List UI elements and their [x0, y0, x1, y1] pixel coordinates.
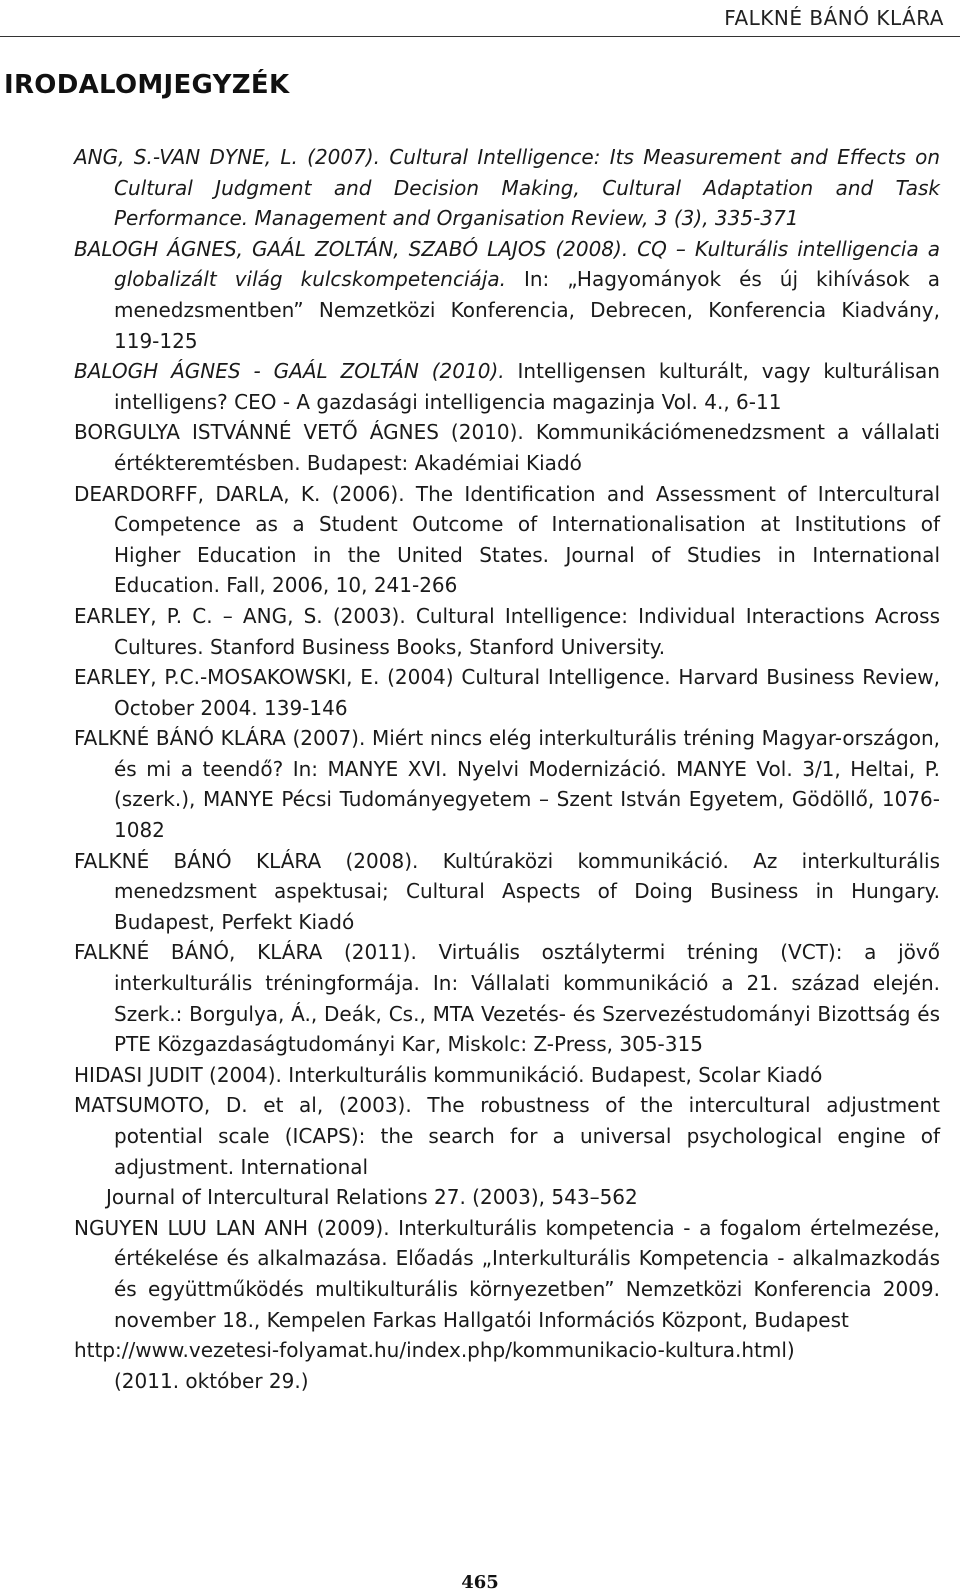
reference-authors: DEARDORFF, DARLA, K. (2006).	[74, 481, 405, 506]
reference-item	[74, 1213, 940, 1335]
reference-authors: FALKNÉ BÁNÓ KLÁRA (2008).	[74, 848, 419, 873]
reference-list	[74, 142, 940, 1396]
reference-item	[74, 723, 940, 845]
header-rule	[0, 36, 960, 37]
reference-item	[74, 479, 940, 601]
reference-title: Cultural Intelligence: Its Measurement and Effects on Cultural Judgment and Decision Making, Cultural Adaptation and Task Performance. Management and Organisation Review, 3 (3), 335-371	[114, 145, 940, 231]
reference-title: Cultural Intelligence: Individual Interactions Across Cultures. Stanford Business Books, Stanford University.	[114, 603, 941, 659]
reference-title: CQ – Kulturális intelligencia a globalizált világ kulcskompetenciája.	[114, 236, 940, 292]
reference-access-date: (2011. október 29.)	[114, 1368, 309, 1393]
reference-item	[74, 1090, 940, 1182]
reference-item	[74, 662, 940, 723]
section-title: IRODALOMJEGYZÉK	[4, 70, 290, 100]
reference-url-item	[74, 1335, 940, 1396]
reference-authors: EARLEY, P. C. – ANG, S. (2003).	[74, 603, 406, 628]
reference-item	[74, 142, 940, 234]
reference-title: Intelligensen kulturált, vagy kulturálisan intelligens? CEO - A gazdasági intelligencia magazinja Vol. 4., 6-11	[114, 359, 940, 414]
reference-authors: BALOGH ÁGNES, GAÁL ZOLTÁN, SZABÓ LAJOS (2008).	[74, 236, 629, 261]
page-number: 465	[461, 1572, 499, 1593]
reference-title: Virtuális osztálytermi tréning (VCT): a jövő interkulturális tréningformája. In: Vállalati kommunikáció a 21. század elején. Szerk.: Borgulya, Á., Deák, Cs., MTA Vezetés- és Szervezéstudományi Bizottság és PTE Közgazdaságtudományi Kar, Miskolc: Z-Press, 305-315	[114, 940, 940, 1057]
reference-authors: MATSUMOTO, D. et al, (2003).	[74, 1093, 412, 1118]
reference-item	[74, 846, 940, 938]
reference-item	[74, 356, 940, 417]
running-head: FALKNÉ BÁNÓ KLÁRA	[724, 6, 944, 30]
reference-item	[74, 601, 940, 662]
reference-item	[74, 937, 940, 1059]
reference-authors: HIDASI JUDIT (2004).	[74, 1062, 282, 1087]
reference-title: The Identification and Assessment of Intercultural Competence as a Student Outcome of Internationalisation at Institutions of Higher Education in the United States. Journal of Studies in International Education. Fall, 2006, 10, 241-266	[114, 481, 940, 598]
reference-title: The robustness of the intercultural adjustment potential scale (ICAPS): the search for a universal psychological engine of adjustment. International	[114, 1093, 941, 1179]
reference-authors: FALKNÉ BÁNÓ KLÁRA (2007).	[74, 726, 366, 751]
reference-authors: ANG, S.-VAN DYNE, L. (2007).	[74, 145, 381, 169]
reference-authors: NGUYEN LUU LAN ANH (2009).	[74, 1215, 390, 1240]
reference-title: Kommunikációmenedzsment a vállalati értékteremtésben. Budapest: Akadémiai Kiadó	[114, 420, 940, 475]
reference-title: Kultúraközi kommunikáció. Az interkulturális menedzsment aspektusai; Cultural Aspects of Doing Business in Hungary. Budapest, Perfekt Kiadó	[114, 848, 940, 934]
reference-url: http://www.vezetesi-folyamat.hu/index.php/kommunikacio-kultura.html)	[74, 1338, 795, 1363]
reference-authors: BORGULYA ISTVÁNNÉ VETŐ ÁGNES (2010).	[74, 420, 524, 445]
reference-authors: EARLEY, P.C.-MOSAKOWSKI, E. (2004)	[74, 665, 454, 690]
reference-source: In: „Hagyományok és új kihívások a menedzsmentben” Nemzetközi Konferencia, Debrecen, Konferencia Kiadvány, 119-125	[114, 267, 940, 353]
reference-title: Miért nincs elég interkulturális tréning Magyar-országon, és mi a teendő? In: MANYE XVI. Nyelvi Modernizáció. MANYE Vol. 3/1, Heltai, P. (szerk.), MANYE Pécsi Tudományegyetem – Szent István Egyetem, Gödöllő, 1076-1082	[114, 726, 940, 843]
reference-continuation: Journal of Intercultural Relations 27. (2003), 543–562	[106, 1185, 638, 1210]
reference-item	[74, 1060, 940, 1091]
reference-title: Interkulturális kompetencia - a fogalom értelmezése, értékelése és alkalmazása. Előadás „Interkulturális Kompetencia - alkalmazkodás és együttműködés multikulturális környezetben” Nemzetközi Konferencia 2009. november 18., Kempelen Farkas Hallgatói Információs Központ, Budapest	[114, 1215, 940, 1332]
reference-item	[74, 234, 940, 356]
reference-authors: FALKNÉ BÁNÓ, KLÁRA (2011).	[74, 940, 417, 965]
reference-item	[74, 417, 940, 478]
reference-title: Cultural Intelligence. Harvard Business Review, October 2004. 139-146	[114, 665, 940, 720]
reference-authors: BALOGH ÁGNES - GAÁL ZOLTÁN (2010).	[74, 359, 505, 384]
reference-title: Interkulturális kommunikáció. Budapest, Scolar Kiadó	[281, 1062, 823, 1087]
